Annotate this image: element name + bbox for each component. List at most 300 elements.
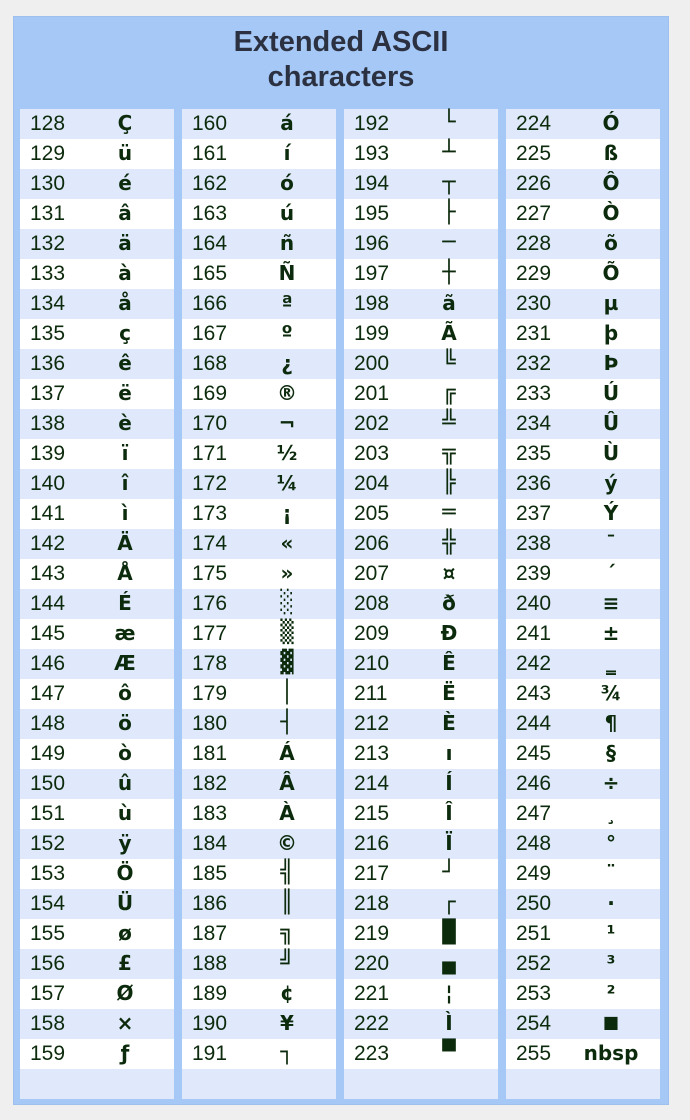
char-glyph: ¨ bbox=[606, 861, 616, 885]
char-glyph: Õ bbox=[602, 261, 620, 285]
char-code: 157 bbox=[30, 982, 66, 1005]
char-code: 212 bbox=[354, 712, 390, 735]
char-code: 214 bbox=[354, 772, 390, 795]
char-code: 191 bbox=[192, 1042, 228, 1065]
char-code: 246 bbox=[516, 772, 552, 795]
char-glyph: Î bbox=[445, 801, 453, 825]
char-glyph: Æ bbox=[114, 651, 136, 675]
char-glyph: ¦ bbox=[445, 981, 453, 1005]
table-row bbox=[344, 589, 498, 619]
char-code: 248 bbox=[516, 832, 552, 855]
char-code: 149 bbox=[30, 742, 66, 765]
char-glyph: ® bbox=[277, 381, 297, 405]
char-glyph: à bbox=[118, 261, 132, 285]
char-code: 130 bbox=[30, 172, 66, 195]
table-row bbox=[182, 1039, 336, 1069]
char-code: 237 bbox=[516, 502, 552, 525]
char-code: 162 bbox=[192, 172, 228, 195]
char-glyph: £ bbox=[118, 951, 132, 975]
char-code: 135 bbox=[30, 322, 66, 345]
title-line-2: characters bbox=[267, 61, 415, 93]
char-code: 173 bbox=[192, 502, 228, 525]
table-row bbox=[20, 709, 174, 739]
char-glyph: ± bbox=[602, 621, 620, 645]
table-row bbox=[344, 709, 498, 739]
table-row bbox=[506, 829, 660, 859]
char-glyph: § bbox=[606, 741, 616, 765]
table-row bbox=[20, 139, 174, 169]
table-row bbox=[182, 649, 336, 679]
char-glyph: ┬ bbox=[442, 170, 456, 195]
char-code: 190 bbox=[192, 1012, 228, 1035]
table-row bbox=[20, 619, 174, 649]
table-row bbox=[182, 469, 336, 499]
char-glyph: ═ bbox=[442, 500, 456, 525]
char-code: 219 bbox=[354, 922, 390, 945]
char-code: 210 bbox=[354, 652, 390, 675]
table-row bbox=[182, 499, 336, 529]
table-row bbox=[20, 349, 174, 379]
char-glyph: Ø bbox=[116, 981, 134, 1005]
char-code: 247 bbox=[516, 802, 552, 825]
char-code: 177 bbox=[192, 622, 228, 645]
char-code: 244 bbox=[516, 712, 552, 735]
table-row bbox=[506, 199, 660, 229]
char-glyph: ╝ bbox=[280, 950, 294, 975]
char-glyph: █ bbox=[442, 920, 456, 945]
char-code: 153 bbox=[30, 862, 66, 885]
char-code: 242 bbox=[516, 652, 552, 675]
table-row bbox=[344, 529, 498, 559]
table-row bbox=[182, 559, 336, 589]
table-row bbox=[344, 679, 498, 709]
table-row bbox=[506, 769, 660, 799]
table-row bbox=[182, 619, 336, 649]
char-code: 160 bbox=[192, 112, 228, 135]
char-code: 213 bbox=[354, 742, 390, 765]
char-code: 216 bbox=[354, 832, 390, 855]
char-code: 163 bbox=[192, 202, 228, 225]
table-row bbox=[506, 799, 660, 829]
char-code: 164 bbox=[192, 232, 228, 255]
char-glyph: é bbox=[118, 171, 132, 195]
table-row bbox=[506, 589, 660, 619]
char-glyph: ╩ bbox=[442, 410, 456, 435]
table-row bbox=[182, 919, 336, 949]
table-row bbox=[182, 859, 336, 889]
table-row bbox=[506, 409, 660, 439]
char-glyph: ù bbox=[117, 801, 133, 825]
table-row bbox=[344, 439, 498, 469]
char-code: 226 bbox=[516, 172, 552, 195]
char-glyph: ┤ bbox=[280, 710, 294, 735]
char-glyph: × bbox=[116, 1011, 134, 1035]
table-row bbox=[344, 229, 498, 259]
char-code: 199 bbox=[354, 322, 390, 345]
char-glyph: ² bbox=[606, 981, 616, 1005]
char-glyph: Ì bbox=[445, 1011, 453, 1035]
char-glyph: ┘ bbox=[442, 860, 456, 885]
char-code: 152 bbox=[30, 832, 66, 855]
char-glyph: ì bbox=[121, 501, 129, 525]
table-row bbox=[344, 199, 498, 229]
table-row bbox=[344, 739, 498, 769]
table-row bbox=[344, 799, 498, 829]
char-code: 232 bbox=[516, 352, 552, 375]
char-glyph: ╠ bbox=[442, 470, 456, 495]
char-glyph: Ú bbox=[602, 381, 620, 405]
char-glyph: Ù bbox=[602, 441, 620, 465]
char-code: 143 bbox=[30, 562, 66, 585]
table-row bbox=[344, 649, 498, 679]
table-row bbox=[344, 1039, 498, 1069]
char-glyph: └ bbox=[442, 110, 456, 135]
char-code: 178 bbox=[192, 652, 228, 675]
char-code: 206 bbox=[354, 532, 390, 555]
char-code: 222 bbox=[354, 1012, 390, 1035]
char-code: 231 bbox=[516, 322, 552, 345]
char-glyph: Ü bbox=[116, 891, 134, 915]
char-code: 255 bbox=[516, 1042, 552, 1065]
table-row bbox=[506, 379, 660, 409]
table-row bbox=[506, 469, 660, 499]
char-glyph: ¬ bbox=[278, 411, 296, 435]
char-glyph: ı bbox=[445, 741, 453, 765]
char-code: 229 bbox=[516, 262, 552, 285]
table-row bbox=[344, 289, 498, 319]
table-row bbox=[506, 559, 660, 589]
char-code: 243 bbox=[516, 682, 552, 705]
char-code: 208 bbox=[354, 592, 390, 615]
char-code: 181 bbox=[192, 742, 228, 765]
table-row bbox=[344, 319, 498, 349]
table-row bbox=[506, 979, 660, 1009]
char-glyph: ┴ bbox=[442, 140, 456, 165]
char-code: 138 bbox=[30, 412, 66, 435]
char-glyph: ┐ bbox=[280, 1040, 294, 1065]
table-row bbox=[20, 499, 174, 529]
char-glyph: Ó bbox=[602, 111, 620, 135]
table-footer-band bbox=[506, 1069, 660, 1099]
char-code: 203 bbox=[354, 442, 390, 465]
char-glyph: ã bbox=[442, 291, 456, 315]
char-code: 198 bbox=[354, 292, 390, 315]
char-code: 179 bbox=[192, 682, 228, 705]
table-row bbox=[344, 109, 498, 139]
char-glyph: Ï bbox=[445, 831, 453, 855]
char-glyph: ≡ bbox=[602, 591, 620, 615]
table-row bbox=[506, 529, 660, 559]
char-code: 233 bbox=[516, 382, 552, 405]
char-glyph: ▒ bbox=[280, 620, 294, 645]
table-row bbox=[506, 259, 660, 289]
table-row bbox=[344, 919, 498, 949]
char-code: 159 bbox=[30, 1042, 66, 1065]
table-row bbox=[20, 859, 174, 889]
char-code: 249 bbox=[516, 862, 552, 885]
char-glyph: · bbox=[607, 891, 615, 915]
char-code: 253 bbox=[516, 982, 552, 1005]
char-glyph: ñ bbox=[279, 231, 295, 255]
char-glyph: ë bbox=[118, 381, 132, 405]
table-row bbox=[20, 379, 174, 409]
char-glyph: õ bbox=[604, 231, 618, 255]
table-row bbox=[344, 349, 498, 379]
char-glyph: ¹ bbox=[606, 921, 616, 945]
char-code: 239 bbox=[516, 562, 552, 585]
char-glyph: Ã bbox=[441, 321, 457, 345]
table-row bbox=[20, 259, 174, 289]
char-code: 196 bbox=[354, 232, 390, 255]
char-code: 221 bbox=[354, 982, 390, 1005]
table-row bbox=[182, 529, 336, 559]
table-row bbox=[20, 469, 174, 499]
char-code: 197 bbox=[354, 262, 390, 285]
table-row bbox=[20, 199, 174, 229]
char-code: 192 bbox=[354, 112, 390, 135]
char-code: 161 bbox=[192, 142, 228, 165]
char-code: 209 bbox=[354, 622, 390, 645]
char-glyph: À bbox=[279, 801, 295, 825]
table-row bbox=[182, 109, 336, 139]
char-glyph: ¶ bbox=[604, 711, 618, 735]
char-glyph: ╬ bbox=[442, 530, 456, 555]
table-row bbox=[182, 679, 336, 709]
table-row bbox=[20, 769, 174, 799]
char-code: 189 bbox=[192, 982, 228, 1005]
char-code: 146 bbox=[30, 652, 66, 675]
char-glyph: í bbox=[283, 141, 291, 165]
char-code: 225 bbox=[516, 142, 552, 165]
table-row bbox=[20, 1039, 174, 1069]
table-row bbox=[344, 979, 498, 1009]
char-code: 129 bbox=[30, 142, 66, 165]
table-row bbox=[506, 889, 660, 919]
char-code: 134 bbox=[30, 292, 66, 315]
table-row bbox=[20, 889, 174, 919]
char-code: 228 bbox=[516, 232, 552, 255]
table-row bbox=[506, 169, 660, 199]
char-glyph: ▄ bbox=[442, 950, 456, 975]
table-row bbox=[20, 289, 174, 319]
char-glyph: nbsp bbox=[583, 1041, 639, 1065]
char-code: 139 bbox=[30, 442, 66, 465]
char-glyph: Ð bbox=[440, 621, 458, 645]
char-code: 193 bbox=[354, 142, 390, 165]
table-row bbox=[182, 979, 336, 1009]
char-glyph: ¿ bbox=[281, 351, 293, 375]
table-row bbox=[506, 139, 660, 169]
char-code: 128 bbox=[30, 112, 66, 135]
char-glyph: Ç bbox=[117, 111, 133, 135]
char-code: 211 bbox=[354, 682, 388, 705]
table-row bbox=[182, 169, 336, 199]
table-row bbox=[182, 379, 336, 409]
char-glyph: º bbox=[281, 321, 293, 345]
char-glyph: ¼ bbox=[276, 471, 298, 495]
table-row bbox=[20, 319, 174, 349]
char-glyph: ü bbox=[117, 141, 133, 165]
char-glyph: µ bbox=[603, 291, 619, 315]
char-code: 236 bbox=[516, 472, 552, 495]
char-glyph: Ñ bbox=[278, 261, 296, 285]
char-code: 184 bbox=[192, 832, 228, 855]
char-code: 147 bbox=[30, 682, 66, 705]
char-code: 140 bbox=[30, 472, 66, 495]
char-glyph: ô bbox=[118, 681, 132, 705]
table-row bbox=[182, 949, 336, 979]
char-code: 235 bbox=[516, 442, 552, 465]
table-row bbox=[344, 889, 498, 919]
char-code: 218 bbox=[354, 892, 390, 915]
char-glyph: ¸ bbox=[606, 801, 616, 825]
char-code: 170 bbox=[192, 412, 228, 435]
table-row bbox=[344, 859, 498, 889]
char-code: 238 bbox=[516, 532, 552, 555]
table-row bbox=[20, 799, 174, 829]
char-code: 136 bbox=[30, 352, 66, 375]
char-code: 137 bbox=[30, 382, 66, 405]
char-glyph: ├ bbox=[442, 200, 456, 225]
column-3 bbox=[344, 109, 498, 1099]
char-glyph: « bbox=[280, 531, 294, 555]
table-row bbox=[344, 169, 498, 199]
char-glyph: ╔ bbox=[442, 380, 456, 405]
table-row bbox=[20, 559, 174, 589]
table-row bbox=[344, 769, 498, 799]
char-glyph: ╚ bbox=[442, 350, 456, 375]
char-glyph: ¢ bbox=[280, 981, 294, 1005]
table-row bbox=[20, 229, 174, 259]
table-row bbox=[506, 439, 660, 469]
table-row bbox=[182, 439, 336, 469]
char-code: 251 bbox=[516, 922, 552, 945]
char-code: 217 bbox=[354, 862, 390, 885]
table-row bbox=[182, 889, 336, 919]
char-glyph: ³ bbox=[606, 951, 616, 975]
char-glyph: ║ bbox=[280, 890, 294, 915]
char-glyph: Ê bbox=[442, 651, 456, 675]
char-code: 176 bbox=[192, 592, 228, 615]
table-row bbox=[344, 409, 498, 439]
char-glyph: î bbox=[121, 471, 129, 495]
char-glyph: Ä bbox=[117, 531, 133, 555]
char-glyph: Ö bbox=[116, 861, 134, 885]
char-glyph: þ bbox=[603, 321, 619, 345]
char-code: 185 bbox=[192, 862, 228, 885]
char-code: 142 bbox=[30, 532, 66, 555]
char-glyph: Å bbox=[117, 561, 133, 585]
char-code: 250 bbox=[516, 892, 552, 915]
table-row bbox=[506, 709, 660, 739]
char-glyph: ┼ bbox=[442, 260, 456, 285]
char-glyph: ƒ bbox=[120, 1041, 130, 1065]
table-row bbox=[344, 259, 498, 289]
char-glyph: Ý bbox=[603, 501, 619, 525]
table-row bbox=[344, 829, 498, 859]
column-4 bbox=[506, 109, 660, 1099]
char-glyph: Â bbox=[279, 771, 295, 795]
char-code: 195 bbox=[354, 202, 390, 225]
char-glyph: ¤ bbox=[442, 561, 456, 585]
char-code: 227 bbox=[516, 202, 552, 225]
table-row bbox=[182, 139, 336, 169]
table-row bbox=[506, 289, 660, 319]
table-row bbox=[20, 169, 174, 199]
table-row bbox=[344, 379, 498, 409]
char-glyph: É bbox=[118, 591, 132, 615]
char-glyph: ö bbox=[118, 711, 132, 735]
char-code: 180 bbox=[192, 712, 228, 735]
table-row bbox=[182, 409, 336, 439]
char-glyph: æ bbox=[114, 621, 136, 645]
char-code: 154 bbox=[30, 892, 66, 915]
char-glyph: Ë bbox=[442, 681, 456, 705]
char-code: 252 bbox=[516, 952, 552, 975]
char-code: 186 bbox=[192, 892, 228, 915]
char-code: 171 bbox=[192, 442, 228, 465]
char-glyph: ¡ bbox=[282, 501, 292, 525]
char-code: 131 bbox=[30, 202, 66, 225]
char-glyph: Ô bbox=[602, 171, 620, 195]
table-row bbox=[506, 109, 660, 139]
char-code: 207 bbox=[354, 562, 390, 585]
table-row bbox=[506, 619, 660, 649]
char-glyph: ò bbox=[118, 741, 132, 765]
table-row bbox=[182, 199, 336, 229]
char-code: 132 bbox=[30, 232, 66, 255]
char-code: 220 bbox=[354, 952, 390, 975]
table-row bbox=[182, 769, 336, 799]
table-row bbox=[20, 679, 174, 709]
table-row bbox=[344, 1009, 498, 1039]
title-line-1: Extended ASCII bbox=[233, 26, 449, 58]
char-code: 201 bbox=[354, 382, 390, 405]
char-glyph: è bbox=[118, 411, 132, 435]
char-code: 158 bbox=[30, 1012, 66, 1035]
char-code: 174 bbox=[192, 532, 228, 555]
char-code: 215 bbox=[354, 802, 390, 825]
table-row bbox=[506, 1039, 660, 1069]
char-code: 204 bbox=[354, 472, 390, 495]
table-row bbox=[506, 679, 660, 709]
char-code: 148 bbox=[30, 712, 66, 735]
char-glyph: û bbox=[117, 771, 133, 795]
table-row bbox=[182, 319, 336, 349]
table-row bbox=[20, 529, 174, 559]
char-code: 151 bbox=[30, 802, 66, 825]
table-row bbox=[20, 589, 174, 619]
char-glyph: ï bbox=[121, 441, 129, 465]
char-code: 169 bbox=[192, 382, 228, 405]
char-glyph: ─ bbox=[442, 230, 456, 255]
table-row bbox=[506, 319, 660, 349]
table-row bbox=[182, 799, 336, 829]
table-row bbox=[344, 139, 498, 169]
char-code: 155 bbox=[30, 922, 66, 945]
char-glyph: ° bbox=[606, 831, 616, 855]
char-glyph: ð bbox=[442, 591, 456, 615]
char-glyph: ¯ bbox=[606, 531, 616, 555]
char-glyph: │ bbox=[280, 680, 294, 705]
table-row bbox=[506, 919, 660, 949]
char-code: 144 bbox=[30, 592, 66, 615]
char-glyph: ■ bbox=[604, 1010, 618, 1035]
char-code: 183 bbox=[192, 802, 228, 825]
char-glyph: ß bbox=[603, 141, 619, 165]
char-code: 230 bbox=[516, 292, 552, 315]
table-row bbox=[182, 259, 336, 289]
